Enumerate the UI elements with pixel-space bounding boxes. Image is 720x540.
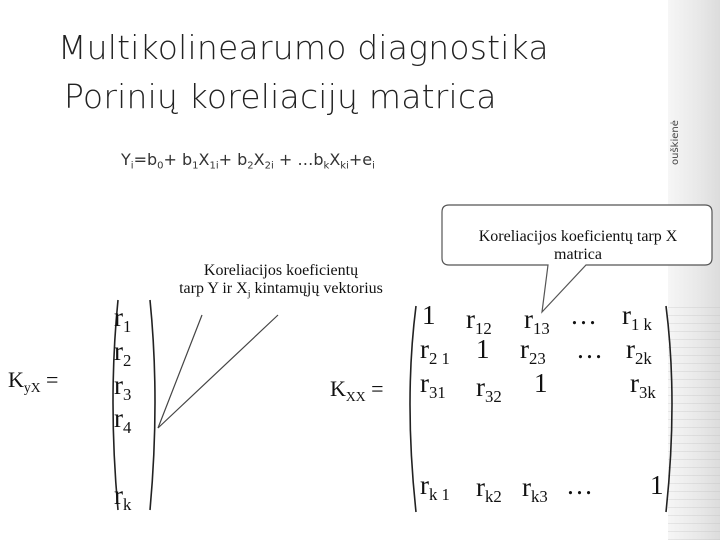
callout-left-pointer-2: [158, 315, 278, 428]
matrix-r2-dots: …: [576, 334, 603, 364]
callout-right-text: [446, 228, 710, 264]
matrix-r1-dots: …: [570, 300, 597, 330]
matrix-r2-c2: 1: [476, 334, 490, 364]
matrix-r3-c3: 1: [534, 368, 548, 398]
matrix-r3-c5: $r_{3k}$: [630, 368, 656, 402]
side-label: ouškienė: [670, 120, 681, 165]
matrix-r3-c1: $r_{31}$: [420, 368, 446, 402]
matrix-r1-c5: $r_{1 k}$: [622, 300, 652, 334]
matrix-r4-c3: $r_{k3}$: [522, 472, 548, 506]
matrix-r1-c1: 1: [422, 300, 436, 330]
slide-title-line2: Porinių koreliacijų matrica: [64, 77, 497, 116]
matrix-r4-c2: $r_{k2}$: [476, 472, 502, 506]
matrix-r3-c2: $r_{32}$: [476, 372, 502, 406]
matrix-r4-c5: 1: [650, 470, 664, 500]
matrix-r4-c1: $r_{k 1}$: [420, 470, 450, 504]
matrix-r2-c1: $r_{2 1}$: [420, 334, 450, 368]
vector-entry-2: $r_2$: [114, 336, 132, 370]
matrix-r2-c3: $r_{23}$: [520, 334, 546, 368]
matrix-r1-c3: $r_{13}$: [524, 304, 550, 338]
callout-right-line1: Koreliacijos koeficientų tarp X: [478, 228, 678, 245]
callout-left-text: [152, 262, 410, 298]
kxx-label: $K_{XX}$ =: [330, 376, 384, 404]
callout-left-pointer-1: [158, 315, 202, 428]
vector-entry-4: $r_4$: [114, 403, 132, 437]
matrix-right-bracket: [666, 306, 672, 512]
vector-entry-k: $r_k$: [114, 480, 132, 514]
matrix-r2-c5: $r_{2k}$: [626, 334, 652, 368]
callout-left-line1: Koreliacijos koeficientų: [203, 262, 359, 279]
matrix-r1-c2: $r_{12}$: [466, 304, 492, 338]
vector-entry-3: $r_3$: [114, 370, 132, 404]
slide-title-line1: Multikolinearumo diagnostika: [58, 28, 549, 67]
vector-right-bracket: [150, 300, 155, 510]
regression-equation: $Y_i=b_0+ b_1X_{1i}+ b_2X_{2i}$ + $\dots b_kX_{ki}+e_i$: [121, 150, 375, 172]
matrix-left-bracket: [410, 306, 416, 512]
callout-right-line2: matrica: [554, 246, 602, 263]
matrix-r4-dots: …: [566, 470, 593, 500]
vector-entry-1: $r_1$: [114, 302, 132, 336]
callout-left-line2: tarp Y ir $X_j$ kintamųjų vektorius: [179, 280, 383, 300]
kyx-label: $K_{yX}$ =: [8, 367, 59, 395]
